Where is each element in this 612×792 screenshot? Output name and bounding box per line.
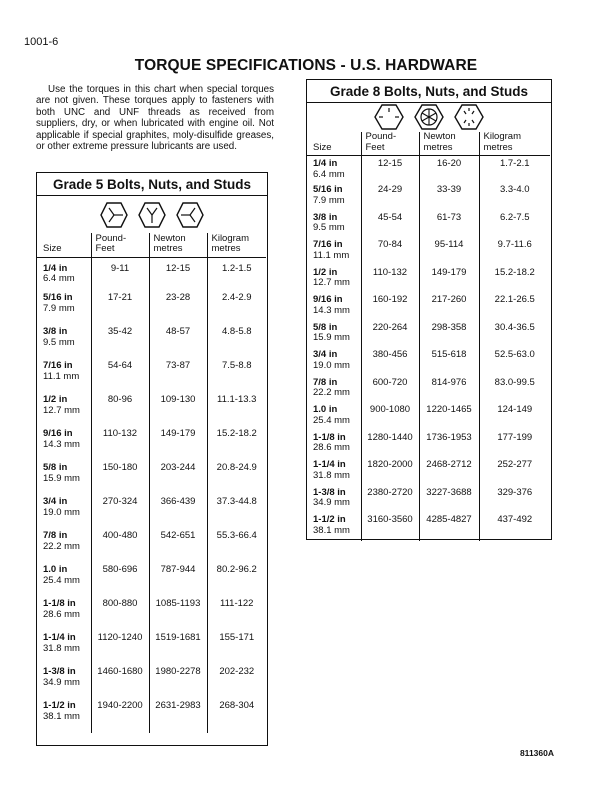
grade5-bolt-head-icons (37, 202, 267, 228)
grade5-torque-table (37, 233, 266, 733)
torque-nm-cell: 1736-1953 (419, 431, 479, 459)
size-cell: 1-1/4 in 31.8 mm (43, 632, 80, 654)
torque-kgm-cell: 124-149 (479, 403, 550, 431)
table-row (37, 393, 266, 427)
torque-lbft-cell: 1280-1440 (361, 431, 419, 459)
size-cell: 3/4 in 19.0 mm (313, 349, 350, 371)
torque-lbft-cell: 110-132 (361, 266, 419, 294)
torque-lbft-cell: 9-11 (91, 257, 149, 291)
size-cell: 3/8 in 9.5 mm (313, 211, 345, 233)
size-cell: 3/8 in 9.5 mm (43, 326, 75, 348)
column-header-kilogram-metres: Kilogram metres (479, 132, 550, 156)
torque-nm-cell: 298-358 (419, 321, 479, 349)
size-cell: 1-3/8 in 34.9 mm (43, 666, 80, 688)
torque-kgm-cell: 9.7-11.6 (479, 238, 550, 266)
size-cell: 3/4 in 19.0 mm (43, 496, 80, 518)
column-header-pound-feet: Pound- Feet (361, 132, 419, 156)
table-row (37, 461, 266, 495)
table-row (307, 211, 550, 239)
torque-lbft-cell: 160-192 (361, 293, 419, 321)
torque-lbft-cell: 12-15 (361, 156, 419, 184)
grade5-table-panel (36, 172, 268, 746)
table-row (37, 665, 266, 699)
size-cell: 1-1/8 in 28.6 mm (313, 431, 350, 453)
torque-lbft-cell: 400-480 (91, 529, 149, 563)
column-header-kilogram-metres: Kilogram metres (207, 233, 266, 257)
torque-nm-cell: 814-976 (419, 376, 479, 404)
size-cell: 9/16 in 14.3 mm (313, 294, 350, 316)
table-row (37, 291, 266, 325)
torque-kgm-cell: 15.2-18.2 (479, 266, 550, 294)
torque-kgm-cell: 202-232 (207, 665, 266, 699)
torque-kgm-cell: 111-122 (207, 597, 266, 631)
table-row (37, 359, 266, 393)
table-row (307, 376, 550, 404)
table-row (307, 293, 550, 321)
column-header-newton-metres: Newton metres (149, 233, 207, 257)
table-row (37, 325, 266, 359)
torque-kgm-cell: 80.2-96.2 (207, 563, 266, 597)
torque-lbft-cell: 150-180 (91, 461, 149, 495)
torque-nm-cell: 12-15 (149, 257, 207, 291)
torque-kgm-cell: 268-304 (207, 699, 266, 733)
torque-kgm-cell: 20.8-24.9 (207, 461, 266, 495)
grade8-bolt-head-icons (307, 104, 551, 130)
column-header-size: Size (37, 233, 91, 257)
hex-bolt-grade8-marking-icon (374, 104, 404, 130)
table-row (307, 513, 550, 541)
torque-lbft-cell: 2380-2720 (361, 486, 419, 514)
torque-kgm-cell: 7.5-8.8 (207, 359, 266, 393)
torque-kgm-cell: 1.7-2.1 (479, 156, 550, 184)
torque-kgm-cell: 6.2-7.5 (479, 211, 550, 239)
size-cell: 5/8 in 15.9 mm (43, 462, 80, 484)
table-row (307, 486, 550, 514)
torque-lbft-cell: 35-42 (91, 325, 149, 359)
grade8-title: Grade 8 Bolts, Nuts, and Studs (307, 80, 551, 103)
torque-nm-cell: 109-130 (149, 393, 207, 427)
grade8-table-panel (306, 79, 552, 540)
size-cell: 7/16 in 11.1 mm (43, 360, 80, 382)
column-header-size: Size (307, 132, 361, 156)
torque-lbft-cell: 70-84 (361, 238, 419, 266)
size-cell: 1/4 in 6.4 mm (43, 262, 75, 284)
size-cell: 1/2 in 12.7 mm (43, 394, 80, 416)
torque-lbft-cell: 80-96 (91, 393, 149, 427)
torque-lbft-cell: 3160-3560 (361, 513, 419, 541)
torque-kgm-cell: 329-376 (479, 486, 550, 514)
torque-nm-cell: 366-439 (149, 495, 207, 529)
torque-lbft-cell: 17-21 (91, 291, 149, 325)
torque-lbft-cell: 1820-2000 (361, 458, 419, 486)
size-cell: 1.0 in 25.4 mm (313, 404, 350, 426)
table-row (37, 631, 266, 665)
size-cell: 7/16 in 11.1 mm (313, 239, 350, 261)
torque-lbft-cell: 800-880 (91, 597, 149, 631)
torque-nm-cell: 2468-2712 (419, 458, 479, 486)
size-cell: 1/4 in 6.4 mm (313, 158, 345, 180)
table-row (307, 348, 550, 376)
size-cell: 7/8 in 22.2 mm (43, 530, 80, 552)
torque-nm-cell: 1980-2278 (149, 665, 207, 699)
page-number: 1001-6 (24, 36, 59, 48)
torque-lbft-cell: 270-324 (91, 495, 149, 529)
torque-nm-cell: 149-179 (149, 427, 207, 461)
torque-lbft-cell: 54-64 (91, 359, 149, 393)
torque-kgm-cell: 15.2-18.2 (207, 427, 266, 461)
torque-lbft-cell: 45-54 (361, 211, 419, 239)
size-cell: 1-1/4 in 31.8 mm (313, 459, 350, 481)
page-title: TORQUE SPECIFICATIONS - U.S. HARDWARE (134, 57, 478, 74)
torque-kgm-cell: 55.3-66.4 (207, 529, 266, 563)
size-cell: 1-3/8 in 34.9 mm (313, 486, 350, 508)
size-cell: 1-1/2 in 38.1 mm (313, 514, 350, 536)
torque-kgm-cell: 37.3-44.8 (207, 495, 266, 529)
torque-nm-cell: 23-28 (149, 291, 207, 325)
torque-nm-cell: 95-114 (419, 238, 479, 266)
table-row (37, 529, 266, 563)
torque-lbft-cell: 1120-1240 (91, 631, 149, 665)
size-cell: 1/2 in 12.7 mm (313, 266, 350, 288)
torque-kgm-cell: 4.8-5.8 (207, 325, 266, 359)
table-row (37, 597, 266, 631)
size-cell: 5/16 in 7.9 mm (43, 292, 75, 314)
torque-kgm-cell: 22.1-26.5 (479, 293, 550, 321)
torque-nm-cell: 48-57 (149, 325, 207, 359)
size-cell: 5/16 in 7.9 mm (313, 184, 345, 206)
table-row (37, 427, 266, 461)
torque-kgm-cell: 30.4-36.5 (479, 321, 550, 349)
table-row (37, 495, 266, 529)
torque-lbft-cell: 900-1080 (361, 403, 419, 431)
torque-lbft-cell: 580-696 (91, 563, 149, 597)
table-row (307, 403, 550, 431)
hex-bolt-grade5-marking-icon (176, 202, 204, 228)
column-header-pound-feet: Pound- Feet (91, 233, 149, 257)
torque-kgm-cell: 3.3-4.0 (479, 183, 550, 211)
torque-lbft-cell: 110-132 (91, 427, 149, 461)
torque-nm-cell: 542-651 (149, 529, 207, 563)
torque-nm-cell: 33-39 (419, 183, 479, 211)
torque-lbft-cell: 1940-2200 (91, 699, 149, 733)
torque-nm-cell: 73-87 (149, 359, 207, 393)
table-row (37, 257, 266, 291)
torque-nm-cell: 149-179 (419, 266, 479, 294)
torque-lbft-cell: 600-720 (361, 376, 419, 404)
table-row (307, 458, 550, 486)
torque-kgm-cell: 11.1-13.3 (207, 393, 266, 427)
torque-kgm-cell: 52.5-63.0 (479, 348, 550, 376)
size-cell: 1-1/2 in 38.1 mm (43, 700, 80, 722)
table-row (307, 183, 550, 211)
torque-nm-cell: 515-618 (419, 348, 479, 376)
torque-nm-cell: 203-244 (149, 461, 207, 495)
torque-lbft-cell: 380-456 (361, 348, 419, 376)
hex-bolt-grade8-marking-icon (414, 104, 444, 130)
size-cell: 1.0 in 25.4 mm (43, 564, 80, 586)
table-row (307, 266, 550, 294)
table-row (307, 431, 550, 459)
torque-kgm-cell: 437-492 (479, 513, 550, 541)
intro-paragraph: Use the torques in this chart when special torques are not given. These torques apply to fasteners with both UNC and UNF threads as received from suppliers, dry, or when lubricated with engine oil. Not applicable if special graphites, moly-disulfide greases, or other extreme pressure lubricants are used. (36, 84, 274, 153)
torque-kgm-cell: 155-171 (207, 631, 266, 665)
table-row (37, 563, 266, 597)
hex-bolt-grade5-marking-icon (100, 202, 128, 228)
torque-nm-cell: 1085-1193 (149, 597, 207, 631)
torque-kgm-cell: 252-277 (479, 458, 550, 486)
table-row (307, 238, 550, 266)
torque-nm-cell: 61-73 (419, 211, 479, 239)
torque-nm-cell: 217-260 (419, 293, 479, 321)
torque-nm-cell: 16-20 (419, 156, 479, 184)
torque-nm-cell: 2631-2983 (149, 699, 207, 733)
torque-nm-cell: 1519-1681 (149, 631, 207, 665)
torque-nm-cell: 787-944 (149, 563, 207, 597)
grade5-title: Grade 5 Bolts, Nuts, and Studs (37, 173, 267, 196)
torque-kgm-cell: 83.0-99.5 (479, 376, 550, 404)
column-header-newton-metres: Newton metres (419, 132, 479, 156)
hex-bolt-grade5-marking-icon (138, 202, 166, 228)
hex-bolt-grade8-marking-icon (454, 104, 484, 130)
size-cell: 5/8 in 15.9 mm (313, 321, 350, 343)
torque-nm-cell: 1220-1465 (419, 403, 479, 431)
size-cell: 9/16 in 14.3 mm (43, 428, 80, 450)
table-row (307, 156, 550, 184)
table-row (307, 321, 550, 349)
torque-nm-cell: 3227-3688 (419, 486, 479, 514)
torque-lbft-cell: 1460-1680 (91, 665, 149, 699)
table-row (37, 699, 266, 733)
torque-nm-cell: 4285-4827 (419, 513, 479, 541)
figure-code: 811360A (519, 748, 554, 758)
torque-kgm-cell: 177-199 (479, 431, 550, 459)
grade8-torque-table (307, 132, 550, 541)
torque-lbft-cell: 220-264 (361, 321, 419, 349)
torque-lbft-cell: 24-29 (361, 183, 419, 211)
torque-kgm-cell: 2.4-2.9 (207, 291, 266, 325)
size-cell: 1-1/8 in 28.6 mm (43, 598, 80, 620)
size-cell: 7/8 in 22.2 mm (313, 376, 350, 398)
torque-kgm-cell: 1.2-1.5 (207, 257, 266, 291)
